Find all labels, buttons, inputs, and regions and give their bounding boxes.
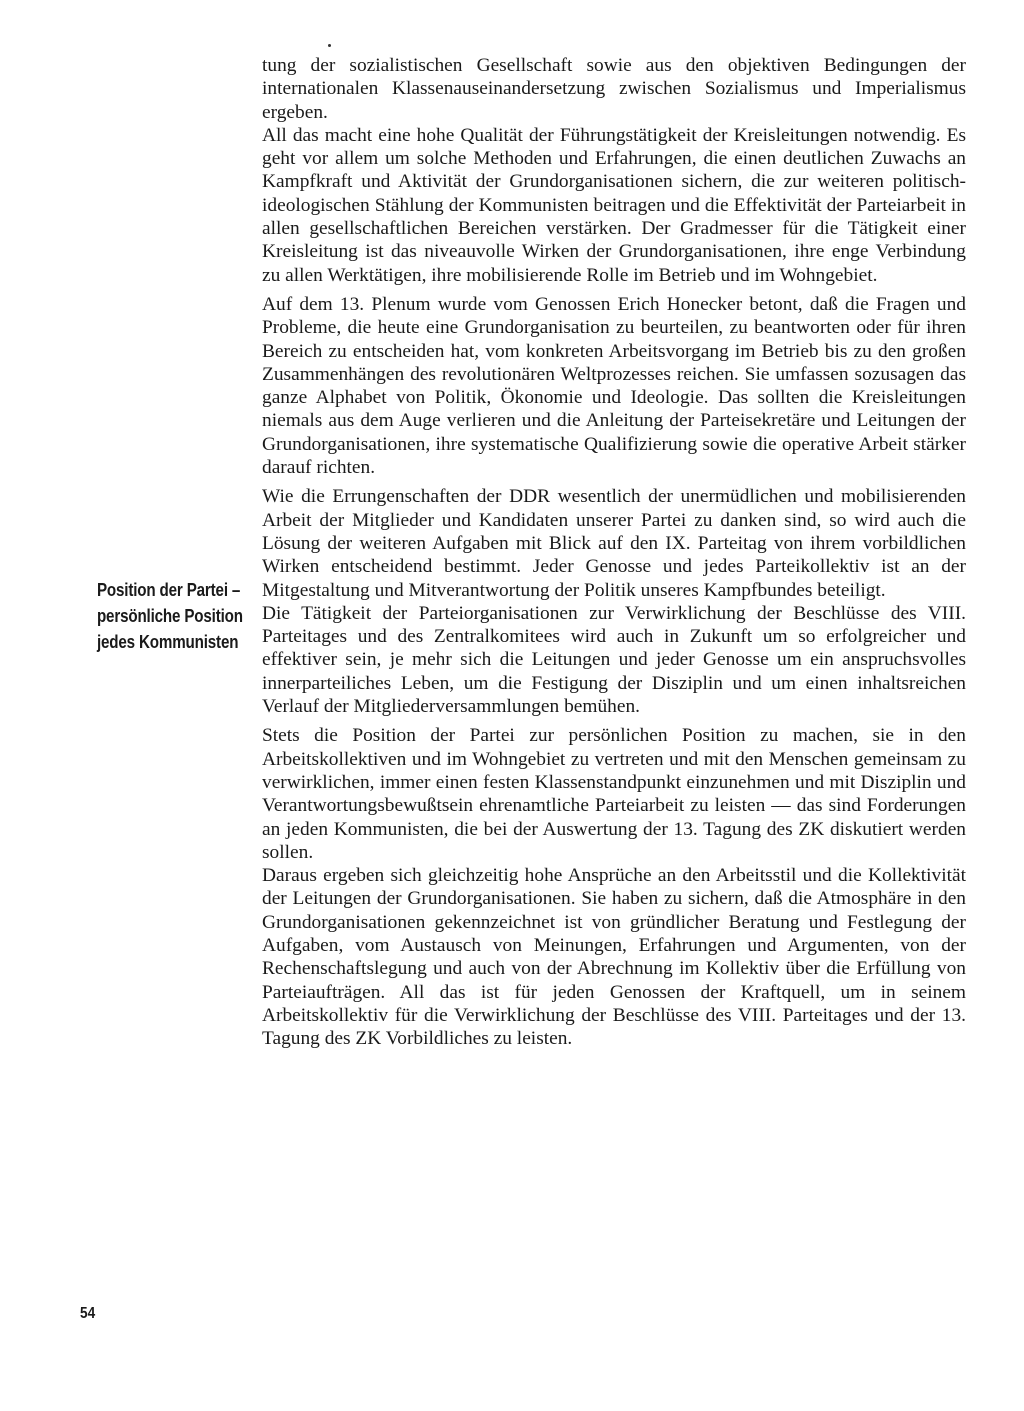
margin-heading-line: Position der Partei – xyxy=(96,579,241,600)
paragraph: Die Tätigkeit der Parteiorganisationen zur Verwirklichung der Beschlüsse des VIII. Parteitages und des Zentralkomitees wird auch in Zukunft um so erfolgreicher und effektiver sein, je mehr sich die Leitungen und jeder Genosse um ein anspruchsvolles innerparteiliches Leben, um die Festigung der Disziplin und um einen inhaltsreichen Verlauf der Mitgliederversammlungen bemühen. xyxy=(262,602,966,718)
margin-heading-line: jedes Kommunisten xyxy=(96,631,239,652)
paragraph: All das macht eine hohe Qualität der Führungstätigkeit der Kreisleitungen notwendig. Es geht vor allem um solche Methoden und Erfahrungen, die einen deutlichen Zuwachs an Kampfkraft und Aktivität der Grundorganisationen sichern, die zur weiteren politisch-ideologischen Stählung der Kommunisten beitragen und die Effektivität der Parteiarbeit in allen gesellschaftlichen Bereichen verstärken. Der Gradmesser für die Tätigkeit einer Kreisleitung ist das niveauvolle Wirken der Grundorganisationen, ihre enge Verbindung zu allen Werktätigen, ihre mobilisierende Rolle im Betrieb und im Wohngebiet. xyxy=(262,124,966,286)
print-speck xyxy=(328,44,331,47)
paragraph: Auf dem 13. Plenum wurde vom Genossen Erich Honecker betont, daß die Fragen und Probleme, die heute eine Grundorganisation zu beurteilen, zu beantworten oder für ihren Bereich zu entscheiden hat, vom konkreten Arbeitsvorgang im Betrieb bis zu den großen Zusammenhängen des revolutionären Weltprozesses reichen. Sie umfassen sozusagen das ganze Alphabet von Politik, Ökonomie und Ideologie. Das sollten die Kreisleitungen niemals aus dem Auge verlieren und die Anleitung der Parteisekretäre und Leitungen der Grundorganisationen, ihre systematische Qualifizierung sowie die operative Arbeit stärker darauf richten. xyxy=(262,293,966,479)
paragraph: Stets die Position der Partei zur persönlichen Position zu machen, sie in den Arbeitskollektiven und im Wohngebiet zu vertreten und mit den Menschen gemeinsam zu verwirklichen, immer einen festen Klassenstandpunkt einzunehmen und mit Disziplin und Verantwortungsbewußtsein ehrenamtliche Parteiarbeit zu leisten — das sind Forderungen an jeden Kommunisten, die bei der Auswertung der 13. Tagung des ZK diskutiert werden sollen. xyxy=(262,725,966,863)
margin-heading xyxy=(96,577,243,655)
paragraph: tung der sozialistischen Gesellschaft sowie aus den objektiven Bedingungen der internationalen Klassenauseinandersetzung zwischen Sozialismus und Imperialismus ergeben. xyxy=(262,55,966,123)
margin-heading-line: persönliche Position xyxy=(96,605,243,626)
paragraph: Wie die Errungenschaften der DDR wesentlich der unermüdlichen und mobilisierenden Arbeit der Mitglieder und Kandidaten unserer Partei zu danken sind, so wird auch die Lösung der weiteren Aufgaben mit Blick auf den IX. Parteitag von ihrem vorbildlichen Wirken entscheidend bestimmt. Jeder Genosse und jedes Parteikollektiv ist an der Mitgestaltung und Mitverantwortung der Politik unseres Kampfbundes beteiligt. xyxy=(262,486,966,601)
paragraph: Daraus ergeben sich gleichzeitig hohe Ansprüche an den Arbeitsstil und die Kollektivität der Leitungen der Grundorganisationen. Sie haben zu sichern, daß die Atmosphäre in den Grundorganisationen gekennzeichnet ist von gründlicher Beratung und Festlegung der Aufgaben, vom Austausch von Meinungen, Erfahrungen und Argumenten, von der Rechenschaftslegung und auch von der Abrechnung im Kollektiv über die Erfüllung von Parteiaufträgen. All das ist für jeden Genossen der Kraftquell, um in seinem Arbeitskollektiv für die Verwirklichung der Beschlüsse des VIII. Parteitages und der 13. Tagung des ZK Vorbildliches zu leisten. xyxy=(262,865,966,1050)
page-number: 54 xyxy=(80,1305,96,1322)
body-text xyxy=(262,54,966,1050)
